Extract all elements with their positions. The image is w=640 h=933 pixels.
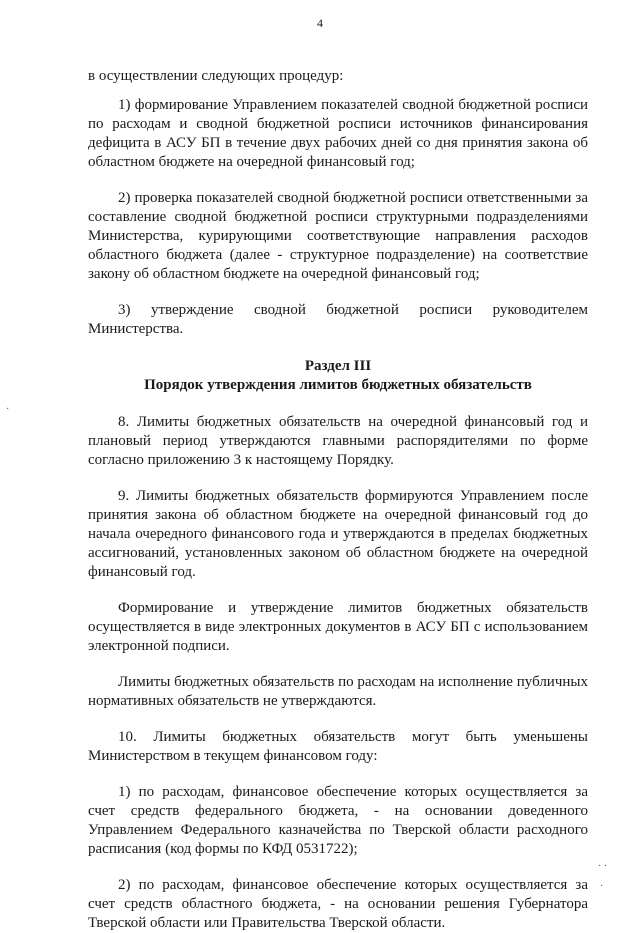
paragraph-procedure-1: 1) формирование Управлением показателей сводной бюджетной росписи по расходам и сводной бюджетной росписи источников финансирования дефицита в АСУ БП в течение двух рабочих дней со дня принятия закона об областном бюджете на очередной финансовый год; [88,97,588,170]
scan-mark-bottom-right-2: · [600,881,604,892]
section-title: Порядок утверждения лимитов бюджетных обязательств [144,377,532,393]
paragraph-item-10-1: 1) по расходам, финансовое обеспечение которых осуществляется за счет средств федерального бюджета, - на основании доведенного Управлением Федерального казначейства по Тверской области расходного расписания (код формы по КФД 0531722); [88,784,588,857]
section-number: Раздел III [304,358,372,374]
scan-mark-bottom-right: · · [598,861,608,872]
scan-mark-left: · [6,404,10,415]
paragraph-item-10-2: 2) по расходам, финансовое обеспечение которых осуществляется за счет средств областного бюджета, - на основании решения Губернатора Тверской области или Правительства Тверской области. [88,877,588,931]
paragraph-public-obligations: Лимиты бюджетных обязательств по расходам на исполнение публичных нормативных обязательств не утверждаются. [88,674,588,709]
paragraph-intro: в осуществлении следующих процедур: [88,68,344,84]
paragraph-item-8: 8. Лимиты бюджетных обязательств на очередной финансовый год и плановый период утверждаются главными распорядителями по форме согласно приложению 3 к настоящему Порядку. [88,414,588,468]
section-heading [88,357,588,395]
paragraph-procedure-2: 2) проверка показателей сводной бюджетной росписи ответственными за составление сводной бюджетной росписи структурными подразделениями Министерства, курирующими соответствующие направления расходов областного бюджета (далее - структурное подразделение) на соответствие закону об областном бюджете на очередной финансовый год; [88,190,588,282]
paragraph-procedure-3: 3) утверждение сводной бюджетной росписи руководителем Министерства. [88,302,588,337]
page-number: 4 [317,16,323,30]
paragraph-electronic-signature: Формирование и утверждение лимитов бюджетных обязательств осуществляется в виде электронных документов в АСУ БП с использованием электронной подписи. [88,600,588,654]
paragraph-item-10: 10. Лимиты бюджетных обязательств могут быть уменьшены Министерством в текущем финансовом году: [88,729,588,764]
document-body [88,67,588,933]
paragraph-item-9: 9. Лимиты бюджетных обязательств формируются Управлением после принятия закона об областном бюджете на очередной финансовый год до начала очередного финансового года и утверждаются в пределах бюджетных ассигнований, установленных законом об областном бюджете на очередной финансовый год. [88,488,588,580]
